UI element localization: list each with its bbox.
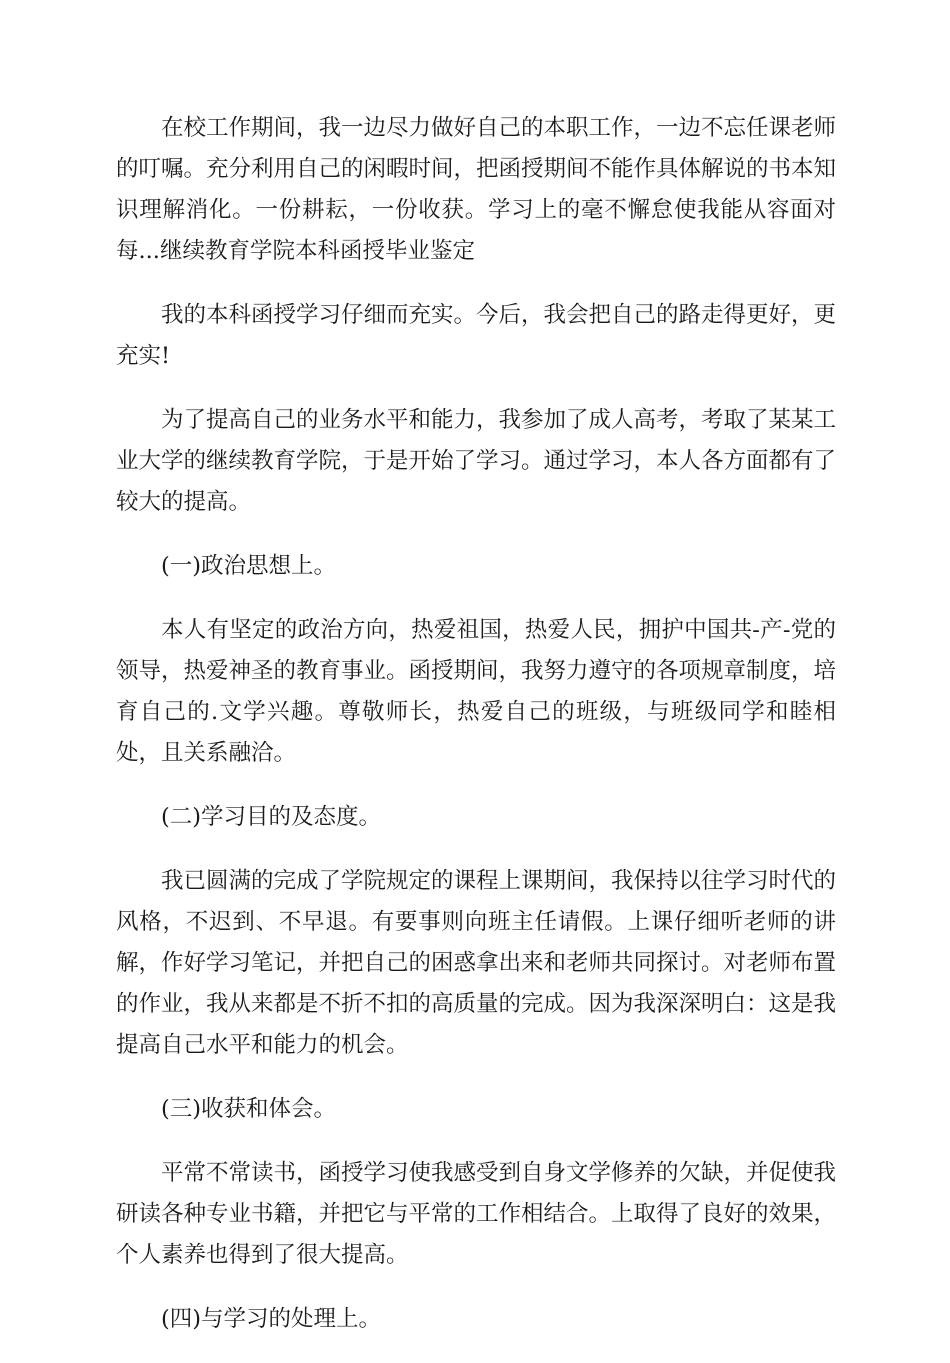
section-heading-political: (一)政治思想上。 xyxy=(161,553,337,579)
document-body xyxy=(116,108,836,1363)
section-heading-attitude: (二)学习目的及态度。 xyxy=(161,804,382,830)
section-heading-balance: (四)与学习的处理上。 xyxy=(161,1306,382,1332)
paragraph-exam-enrollment: 为了提高自己的业务水平和能力，我参加了成人高考，考取了某某工业大学的继续教育学院，于是开始了学习。通过学习，本人各方面都有了较大的提高。 xyxy=(116,407,837,515)
paragraph-gains: 平常不常读书，函授学习使我感受到自身文学修养的欠缺，并促使我研读各种专业书籍，并把它与平常的工作相结合。上取得了良好的效果，个人素养也得到了很大提高。 xyxy=(116,1160,837,1268)
paragraph-work-period: 在校工作期间，我一边尽力做好自己的本职工作，一边不忘任课老师的叮嘱。充分利用自己的闲暇时间，把函授期间不能作具体解说的书本知识理解消化。一份耕耘，一份收获。学习上的毫不懈怠使我能从容面对每...继续教育学院本科函授毕业鉴定 xyxy=(116,115,837,264)
paragraph-attitude: 我已圆满的完成了学院规定的课程上课期间，我保持以往学习时代的风格，不迟到、不早退。有要事则向班主任请假。上课仔细听老师的讲解，作好学习笔记，并把自己的困惑拿出来和老师共同探讨。对老师布置的作业，我从来都是不折不扣的高质量的完成。因为我深深明白：这是我提高自己水平和能力的机会。 xyxy=(116,868,837,1058)
paragraph-study-summary: 我的本科函授学习仔细而充实。今后，我会把自己的路走得更好，更充实! xyxy=(116,302,837,369)
section-heading-gains: (三)收获和体会。 xyxy=(161,1096,337,1122)
paragraph-political: 本人有坚定的政治方向，热爱祖国，热爱人民，拥护中国共-产-党的领导，热爱神圣的教育事业。函授期间，我努力遵守的各项规章制度，培育自己的.文学兴趣。尊敬师长，热爱自己的班级，与班级同学和睦相处，且关系融洽。 xyxy=(116,617,837,766)
